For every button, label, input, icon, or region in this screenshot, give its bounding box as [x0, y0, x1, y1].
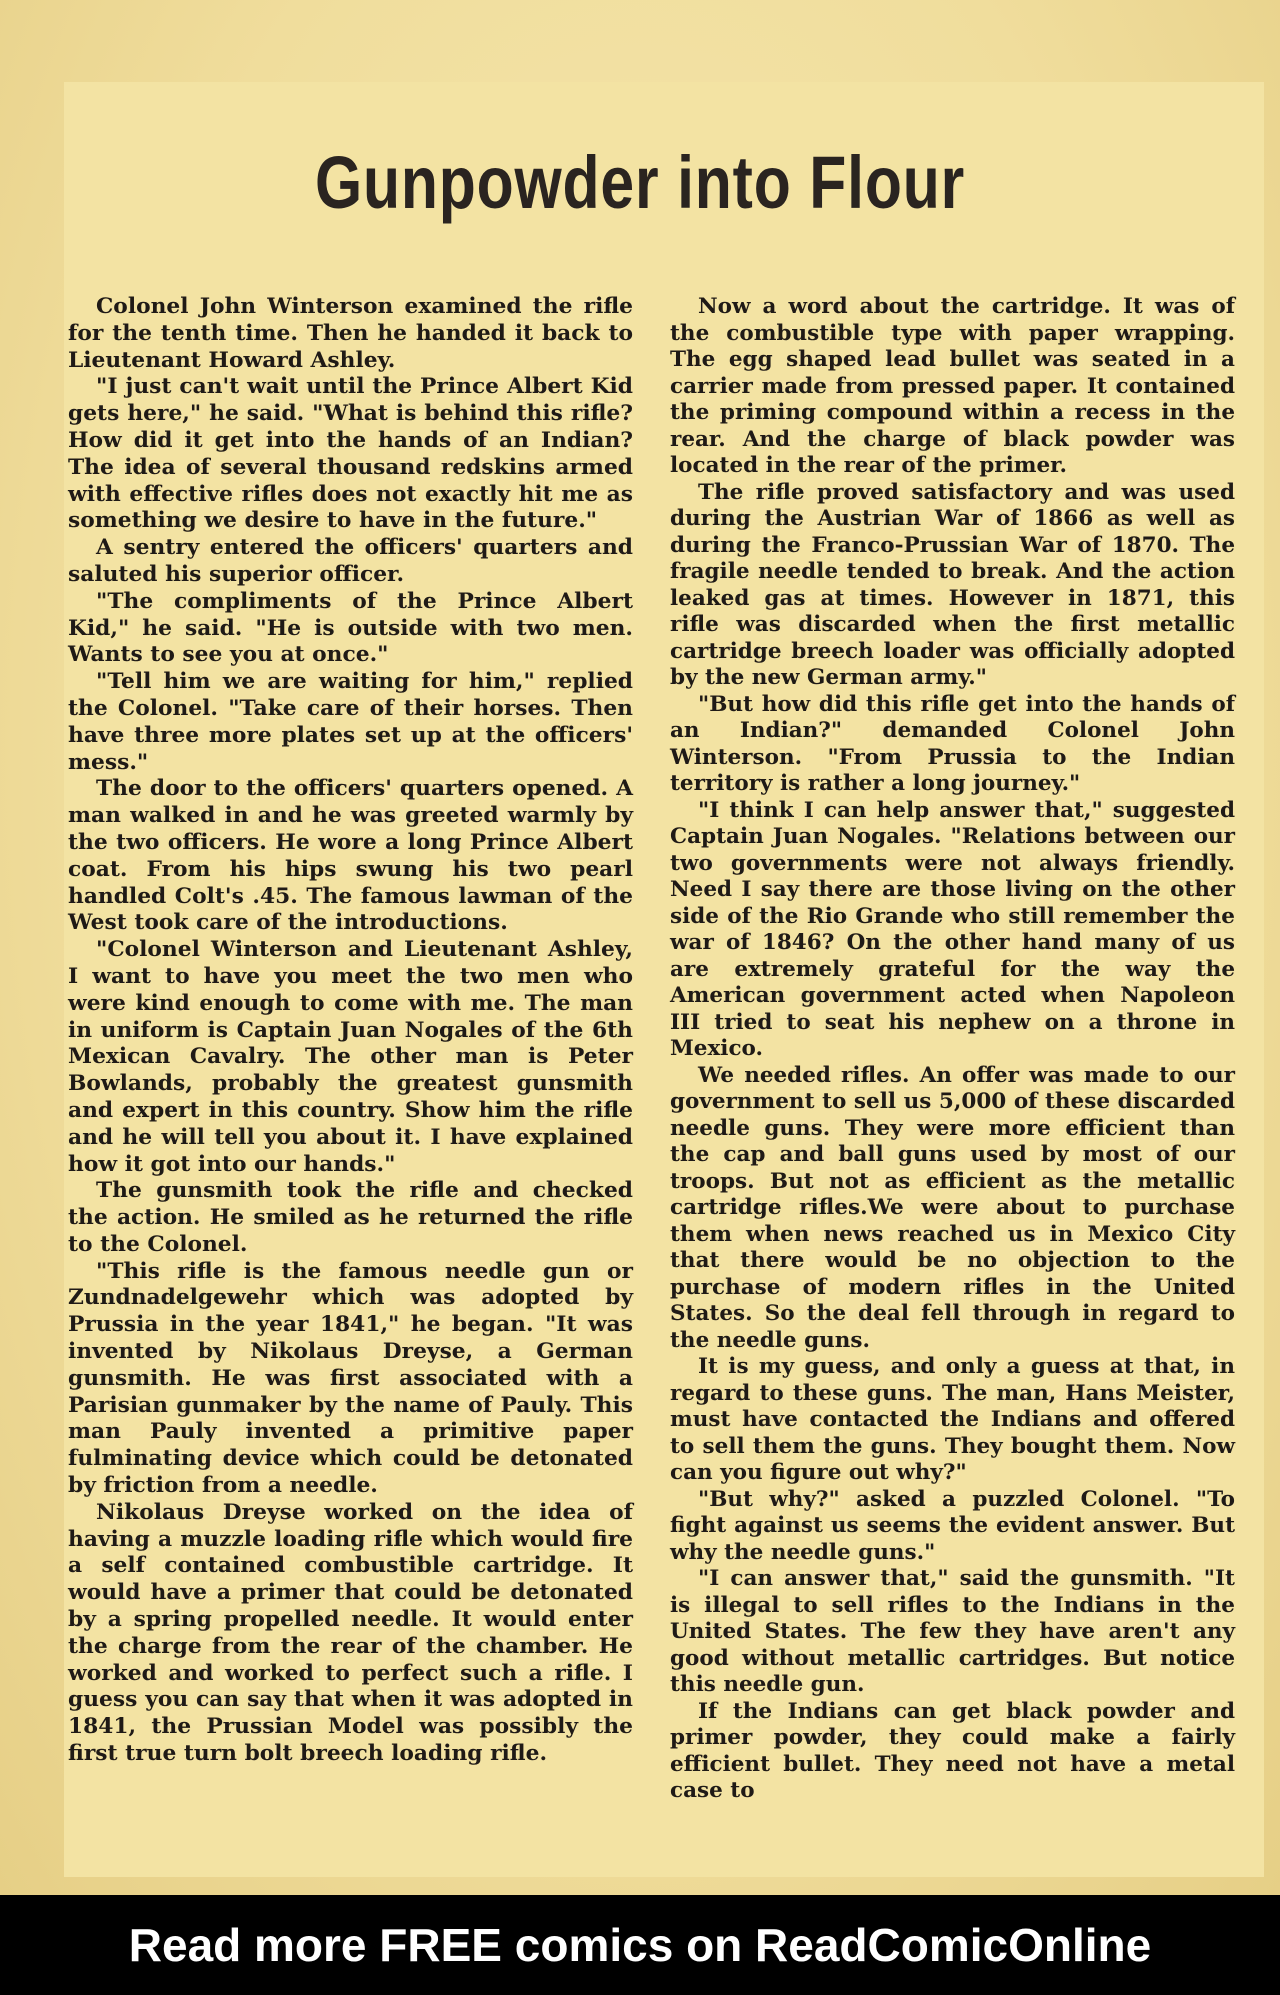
promo-banner[interactable] — [0, 1895, 1280, 1995]
paragraph: We needed rifles. An offer was made to our government to sell us 5,000 of these discarded needle guns. They were more efficient than the cap and ball guns used by most of our troops. But not as efficient as the metallic cartridge rifles.We were about to purchase them when news reached us in Mexico City that there would be no objection to the purchase of modern rifles in the United States. So the deal fell through in regard to the needle guns. — [670, 1062, 1235, 1353]
paragraph: The rifle proved satisfactory and was used during the Austrian War of 1866 as well as during the Franco-Prussian War of 1870. The fragile needle tended to break. And the action leaked gas at times. However in 1871, this rifle was discarded when the first metallic cartridge breech loader was officially adopted by the new German army." — [670, 479, 1235, 690]
paragraph: "But why?" asked a puzzled Colonel. "To fight against us seems the evident answer. But why the needle guns." — [670, 1486, 1235, 1565]
article-title: Gunpowder into Flour — [314, 141, 966, 224]
paragraph: "But how did this rifle get into the hands of an Indian?" demanded Colonel John Winterson. "From Prussia to the Indian territory is rather a long journey." — [670, 691, 1235, 796]
paragraph: If the Indians can get black powder and primer powder, they could make a fairly efficient bullet. They need not have a metal case to — [670, 1698, 1235, 1803]
paragraph: Now a word about the cartridge. It was of the combustible type with paper wrapping. The egg shaped lead bullet was seated in a carrier made from pressed paper. It contained the priming compound within a recess in the rear. And the charge of black powder was located in the rear of the primer. — [670, 294, 1235, 478]
paragraph: A sentry entered the officers' quarters and saluted his superior officer. — [68, 535, 633, 587]
paragraph: It is my guess, and only a guess at that, in regard to these guns. The man, Hans Meister, must have contacted the Indians and offered to sell them the guns. They bought them. Now can you figure out why?" — [670, 1354, 1235, 1485]
paragraph: "Colonel Winterson and Lieutenant Ashley, I want to have you meet the two men who were kind enough to come with me. The man in uniform is Captain Juan Nogales of the 6th Mexican Cavalry. The other man is Peter Bowlands, probably the greatest gunsmith and expert in this country. Show him the rifle and he will tell you about it. I have explained how it got into our hands." — [68, 937, 633, 1177]
paragraph: "The compliments of the Prince Albert Kid," he said. "He is outside with two men. Wants to see you at once." — [68, 588, 633, 668]
right-column — [670, 294, 1235, 1805]
paragraph: The gunsmith took the rifle and checked the action. He smiled as he returned the rifle to the Colonel. — [68, 1178, 633, 1257]
paragraph: "I think I can help answer that," suggested Captain Juan Nogales. "Relations between our two governments were not always friendly. Need I say there are those living on the other side of the Rio Grande who still remember the war of 1846? On the other hand many of us are extremely grateful for the way the American government acted when Napoleon III tried to seat his nephew on a throne in Mexico. — [670, 797, 1235, 1061]
paragraph: "This rifle is the famous needle gun or Zundnadelgewehr which was adopted by Prussia in the year 1841," he began. "It was invented by Nikolaus Dreyse, a German gunsmith. He was first associated with a Parisian gunmaker by the name of Pauly. This man Pauly invented a primitive paper fulminating device which could be detonated by friction from a needle. — [68, 1258, 633, 1499]
paragraph: "I can answer that," said the gunsmith. "It is illegal to sell rifles to the Indians in the United States. The few they have aren't any good without metallic cartridges. But notice this needle gun. — [670, 1566, 1235, 1697]
left-column — [68, 294, 633, 1768]
paragraph: Colonel John Winterson examined the rifle for the tenth time. Then he handed it back to Lieutenant Howard Ashley. — [68, 294, 633, 373]
promo-banner-text[interactable]: Read more FREE comics on ReadComicOnline — [128, 1919, 1152, 1971]
paragraph: Nikolaus Dreyse worked on the idea of having a muzzle loading rifle which would fire a self contained combustible cartridge. It would have a primer that could be detonated by a spring propelled needle. It would enter the charge from the rear of the chamber. He worked and worked to perfect such a rifle. I guess you can say that when it was adopted in 1841, the Prussian Model was possibly the first true turn bolt breech loading rifle. — [68, 1499, 633, 1767]
paragraph: The door to the officers' quarters opened. A man walked in and he was greeted warmly by the two officers. He wore a long Prince Albert coat. From his hips swung his two pearl handled Colt's .45. The famous lawman of the West took care of the introductions. — [68, 776, 633, 936]
paragraph: "Tell him we are waiting for him," replied the Colonel. "Take care of their horses. Then have three more plates set up at the officers' mess." — [68, 669, 633, 775]
paragraph: "I just can't wait until the Prince Albert Kid gets here," he said. "What is behind this rifle? How did it get into the hands of an Indian? The idea of several thousand redskins armed with effective rifles does not exactly hit me as something we desire to have in the future." — [68, 374, 633, 534]
